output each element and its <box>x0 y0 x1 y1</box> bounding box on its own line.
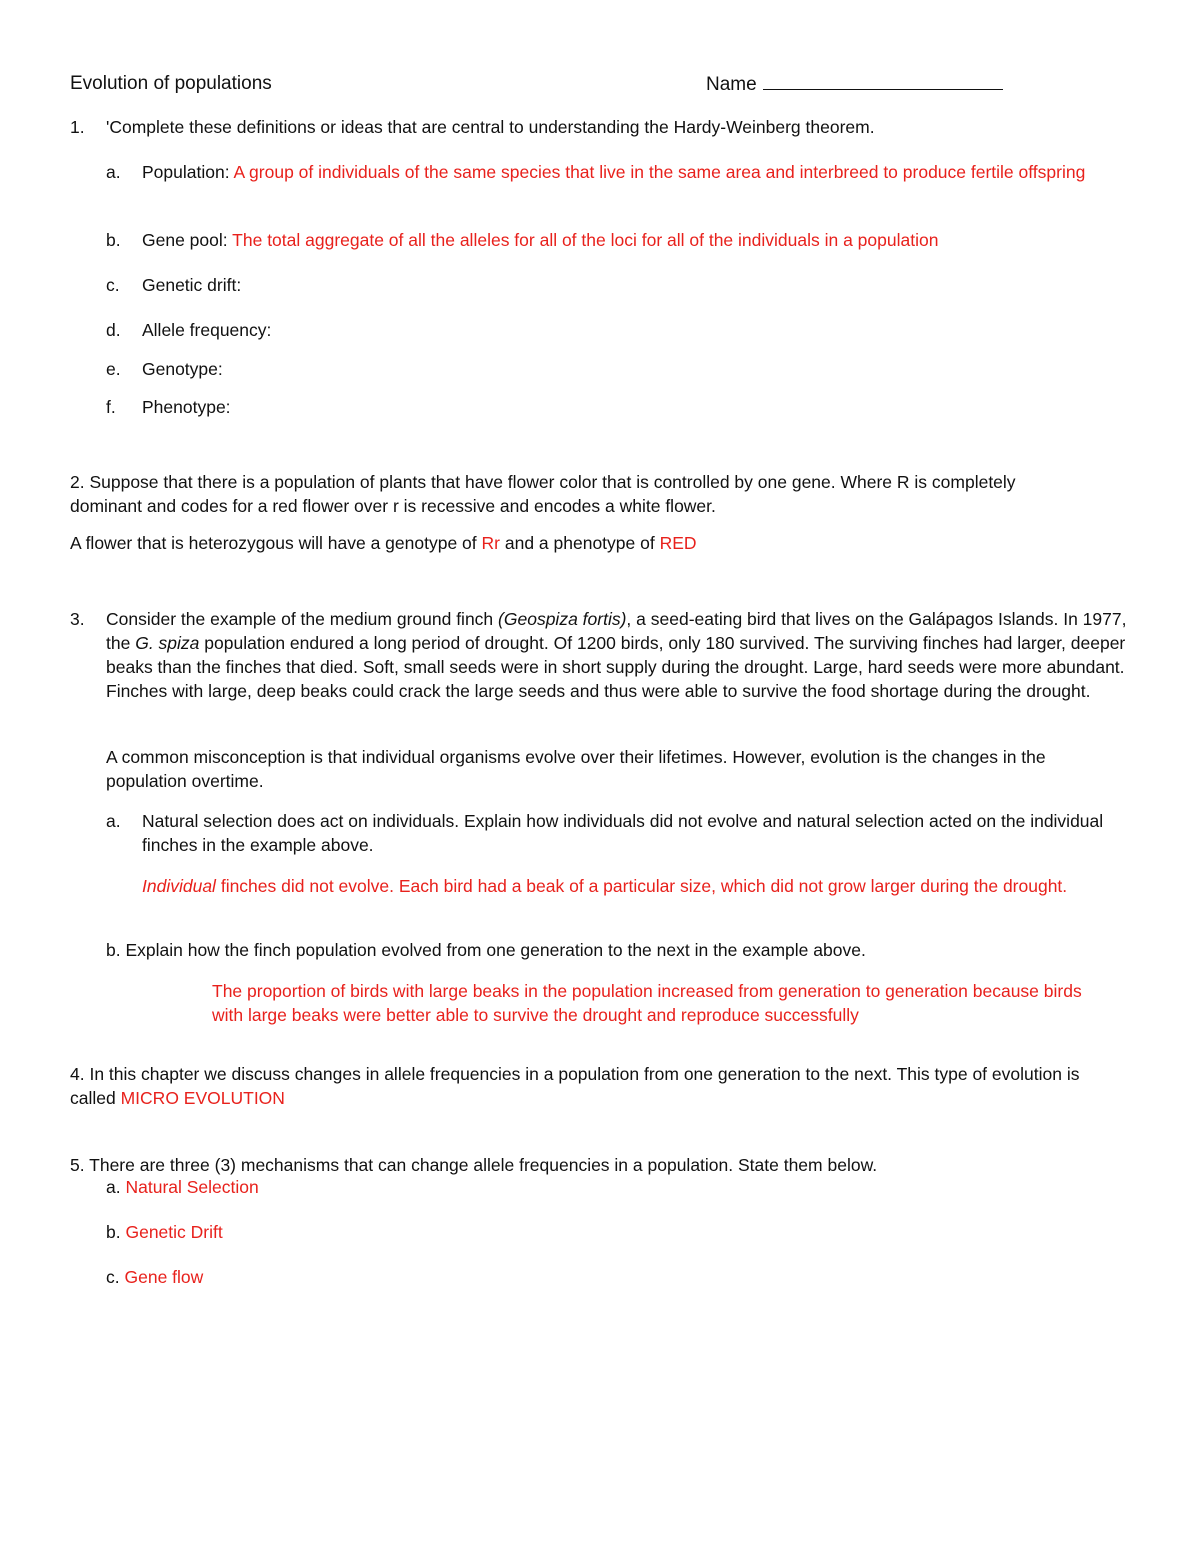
q3-intro-1: Consider the example of the medium ground finch <box>106 609 494 629</box>
q2-line-b: and a phenotype of <box>504 533 655 553</box>
q5-b-answer: Genetic Drift <box>125 1222 223 1242</box>
q1-e-marker: e. <box>106 359 121 379</box>
q2-answer-line <box>70 531 697 555</box>
q1-f-marker: f. <box>106 397 116 417</box>
q1-a-marker: a. <box>106 162 121 182</box>
q5-text: 5. There are three (3) mechanisms that can change allele frequencies in a population. State them below. <box>70 1155 878 1175</box>
q3-a-answer-rest: finches did not evolve. Each bird had a beak of a particular size, which did not grow larger during the drought. <box>220 876 1068 896</box>
q5-b <box>106 1220 223 1244</box>
q1-e-term: Genotype: <box>142 359 223 379</box>
q2-text: 2. Suppose that there is a population of plants that have flower color that is controlled by one gene. Where R is completely dominant and codes for a red flower over r is recessive and encodes a white flower. <box>70 472 1016 516</box>
q1-c-marker: c. <box>106 275 120 295</box>
q1-d-term: Allele frequency: <box>142 320 272 340</box>
name-field[interactable] <box>706 72 1003 97</box>
q1-c-term: Genetic drift: <box>142 275 242 295</box>
q1-prompt: 'Complete these definitions or ideas that are central to understanding the Hardy-Weinberg theorem. <box>106 117 875 137</box>
q3-a-answer <box>142 874 1127 898</box>
q1-b-marker: b. <box>106 230 121 250</box>
q3-misconception: A common misconception is that individual organisms evolve over their lifetimes. However, evolution is the changes in the population overtime. <box>106 747 1046 791</box>
q5-a <box>106 1175 259 1199</box>
q3-a-question: Natural selection does act on individuals. Explain how individuals did not evolve and natural selection acted on the individual finches in the example above. <box>142 811 1104 855</box>
q1-number: 1. <box>70 117 85 137</box>
q3-number: 3. <box>70 609 85 629</box>
q3-a-answer-italic: Individual <box>142 876 216 896</box>
q1-a-answer: A group of individuals of the same species that live in the same area and interbreed to produce fertile offspring <box>233 162 1086 182</box>
q3-g-abbrev: G. spiza <box>135 633 200 653</box>
q3-species: (Geospiza fortis) <box>498 609 627 629</box>
q5-c-answer: Gene flow <box>124 1267 204 1287</box>
q4-text: 4. In this chapter we discuss changes in allele frequencies in a population from one generation to the next. This type of evolution is called <box>70 1064 1080 1108</box>
q1-b-answer: The total aggregate of all the alleles for all of the loci for all of the individuals in a population <box>232 230 939 250</box>
q3-b-question: b. Explain how the finch population evolved from one generation to the next in the example above. <box>106 940 866 960</box>
q5-a-answer: Natural Selection <box>125 1177 259 1197</box>
q1-b-term: Gene pool: <box>142 230 228 250</box>
q3-intro <box>106 607 1131 703</box>
q2-phenotype-answer: RED <box>659 533 697 553</box>
q1-a-term: Population: <box>142 162 230 182</box>
q1-a-item <box>142 160 1142 184</box>
q4-answer: MICRO EVOLUTION <box>120 1088 285 1108</box>
q1-b-item <box>142 228 938 252</box>
q1-d-marker: d. <box>106 320 121 340</box>
q4 <box>70 1062 1110 1110</box>
q3-intro-3: population endured a long period of drought. Of 1200 birds, only 180 survived. The surviving finches had larger, deeper beaks than the finches that died. Soft, small seeds were in short supply during the drought. Large, hard seeds were more abundant. Finches with large, deep beaks could crack the large seeds and thus were able to survive the food shortage during the drought. <box>106 633 1126 701</box>
q3-intro-2: , a seed-eating bird that lives on the Galápagos Islands. In 1977, the <box>106 609 1127 653</box>
q3-a-marker: a. <box>106 811 121 831</box>
q5-a-marker: a. <box>106 1177 121 1197</box>
q5-c-marker: c. <box>106 1267 120 1287</box>
q2-genotype-answer: Rr <box>481 533 500 553</box>
name-label: Name <box>706 74 757 95</box>
q1-f-term: Phenotype: <box>142 397 231 417</box>
q3-b-answer: The proportion of birds with large beaks in the population increased from generation to generation because birds with large beaks were better able to survive the drought and reproduce successfully <box>212 981 1082 1025</box>
name-underline <box>763 72 1003 90</box>
q5-b-marker: b. <box>106 1222 121 1242</box>
q2-line-a: A flower that is heterozygous will have a genotype of <box>70 533 477 553</box>
page-title: Evolution of populations <box>70 73 272 94</box>
q5-c <box>106 1265 203 1289</box>
